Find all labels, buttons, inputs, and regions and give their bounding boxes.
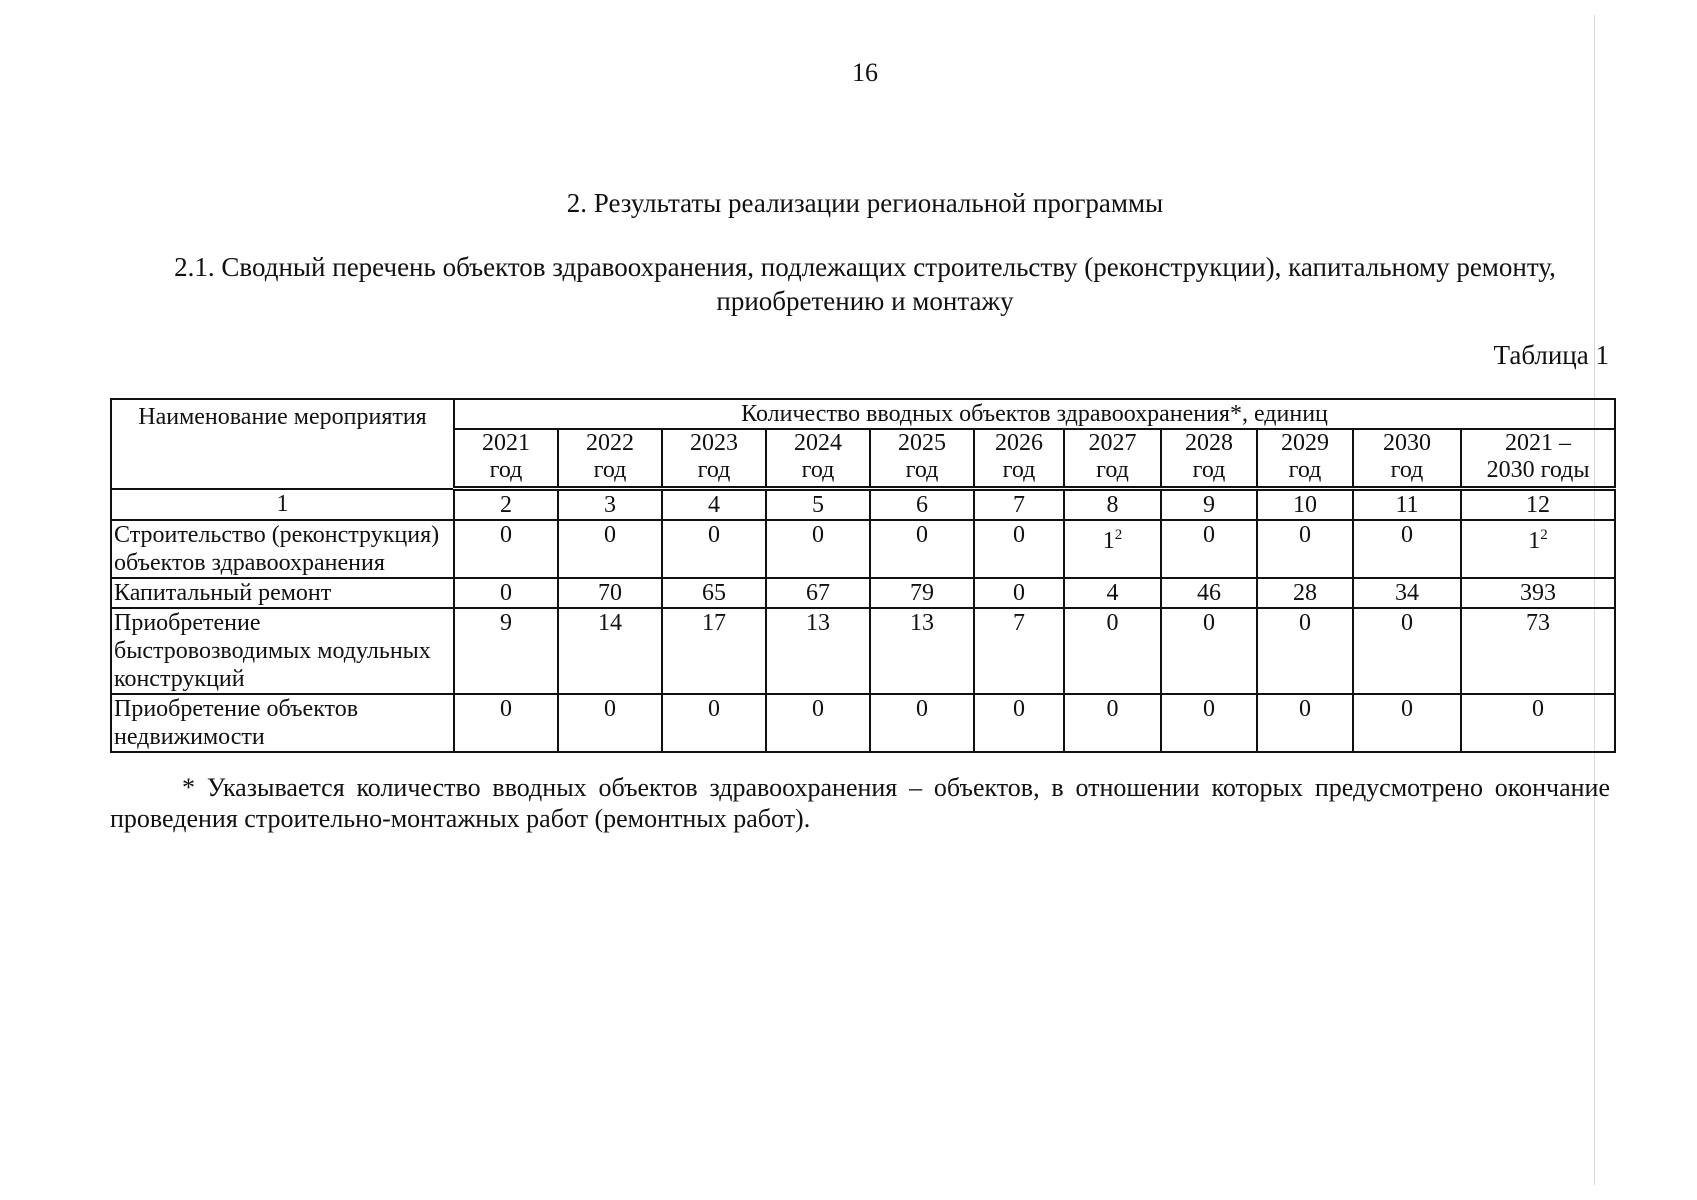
value-text: 28: [1293, 580, 1317, 606]
value-cell: [766, 520, 870, 578]
value-cell: [1161, 694, 1257, 752]
value-text: 67: [806, 580, 830, 606]
value-text: 65: [702, 580, 726, 606]
value-cell: [1161, 608, 1257, 694]
value-text: 0: [708, 522, 720, 548]
row-name-cell: Приобретение быстровозводимых модульных конструкций: [111, 608, 454, 694]
row-name-cell: Строительство (реконструкция) объектов здравоохранения: [111, 520, 454, 578]
value-cell: [454, 520, 558, 578]
value-cell: [662, 694, 766, 752]
page-number: 16: [852, 58, 878, 87]
value-cell: [870, 578, 974, 608]
value-text: 0: [1401, 696, 1413, 722]
year-column-header: [1257, 429, 1353, 489]
value-text: 0: [916, 696, 928, 722]
value-cell: [1461, 520, 1615, 578]
row-name-cell: Капитальный ремонт: [111, 578, 454, 608]
value-cell: [766, 578, 870, 608]
value-cell: [454, 694, 558, 752]
value-text: 70: [598, 580, 622, 606]
year-header-line1: 2022: [586, 430, 634, 456]
value-cell: [1257, 694, 1353, 752]
value-superscript: 2: [1114, 527, 1123, 543]
value-cell: [454, 608, 558, 694]
table-row: [111, 608, 1615, 694]
value-text: 17: [702, 610, 726, 636]
column-number-cell: 1: [111, 489, 454, 521]
value-text: 34: [1395, 580, 1419, 606]
value-text: 0: [500, 522, 512, 548]
year-header-line2: год: [1192, 457, 1226, 483]
group-column-header: Количество вводных объектов здравоохранения*, единиц: [454, 399, 1615, 429]
value-text: 1: [1528, 528, 1541, 554]
value-text: 46: [1197, 580, 1221, 606]
year-column-header: [1161, 429, 1257, 489]
value-text: 14: [598, 610, 622, 636]
value-cell: [662, 578, 766, 608]
value-cell: [870, 694, 974, 752]
year-column-header: [766, 429, 870, 489]
value-cell: [1461, 578, 1615, 608]
value-cell: [1353, 578, 1461, 608]
section-title: 2. Результаты реализации региональной программы: [566, 188, 1164, 218]
value-superscript: 2: [1540, 527, 1548, 543]
year-header-line1: 2021 –: [1505, 430, 1572, 456]
value-text: 0: [604, 522, 616, 548]
value-text: 0: [1013, 522, 1025, 548]
subsection-title: 2.1. Сводный перечень объектов здравоохранения, подлежащих строительству (реконструкции), капитальному ремонту, приобретению и монтажу: [174, 252, 1556, 316]
value-cell: [558, 520, 662, 578]
year-header-line1: 2028: [1185, 430, 1233, 456]
value-cell: [662, 520, 766, 578]
footnote: * Указывается количество вводных объектов здравоохранения – объектов, в отношении которых предусмотрено окончание проведения строительно-монтажных работ (ремонтных работ).: [110, 773, 1610, 833]
value-cell: [1161, 520, 1257, 578]
value-text: 13: [910, 610, 934, 636]
value-text: 0: [916, 522, 928, 548]
year-column-header: [1353, 429, 1461, 489]
row-name-cell: Приобретение объектов недвижимости: [111, 694, 454, 752]
name-column-header: Наименование мероприятия: [111, 399, 454, 489]
value-text: 79: [910, 580, 934, 606]
value-text: 0: [812, 522, 824, 548]
year-header-line1: 2021: [482, 430, 530, 456]
value-text: 0: [1013, 580, 1025, 606]
year-header-line2: год: [1002, 457, 1036, 483]
data-table: [110, 398, 1616, 753]
data-table-container: [110, 398, 1610, 753]
value-text: 0: [708, 696, 720, 722]
year-column-header: [974, 429, 1064, 489]
value-text: 0: [1106, 696, 1119, 722]
value-cell: [558, 694, 662, 752]
year-header-line2: год: [1096, 457, 1129, 483]
column-number-cell: 12: [1461, 489, 1615, 521]
value-cell: [1257, 578, 1353, 608]
value-cell: [662, 608, 766, 694]
value-text: 0: [500, 696, 512, 722]
year-column-header: [1064, 429, 1161, 489]
year-header-line1: 2025: [898, 430, 946, 456]
value-text: 0: [1106, 610, 1119, 636]
value-text: 9: [500, 610, 512, 636]
value-text: 0: [1299, 610, 1311, 636]
value-text: 0: [1013, 696, 1025, 722]
year-header-line2: год: [697, 457, 731, 483]
value-cell: [558, 578, 662, 608]
value-cell: [766, 694, 870, 752]
table-label: Таблица 1: [1493, 340, 1609, 370]
value-cell: [870, 520, 974, 578]
column-number-cell: 8: [1064, 489, 1161, 521]
value-cell: [1064, 578, 1161, 608]
column-number-cell: 7: [974, 489, 1064, 521]
value-text: 4: [1106, 580, 1119, 606]
value-cell: [974, 608, 1064, 694]
value-text: 393: [1520, 580, 1557, 606]
year-header-line1: 2027: [1088, 430, 1137, 456]
column-number-cell: 10: [1257, 489, 1353, 521]
column-number-row: [111, 489, 1615, 521]
year-column-header: [662, 429, 766, 489]
value-text: 0: [1299, 522, 1311, 548]
table-row: [111, 578, 1615, 608]
year-header-line2: год: [489, 457, 523, 483]
year-header-line2: год: [1288, 457, 1322, 483]
year-header-line2: год: [1390, 457, 1424, 483]
value-text: 0: [1532, 696, 1545, 722]
value-cell: [1461, 694, 1615, 752]
value-cell: [1064, 520, 1161, 578]
column-number-cell: 2: [454, 489, 558, 521]
value-cell: [1064, 694, 1161, 752]
year-header-line1: 2024: [794, 430, 842, 456]
value-text: 0: [604, 696, 616, 722]
value-cell: [1064, 608, 1161, 694]
year-column-header: [870, 429, 974, 489]
value-cell: [1353, 694, 1461, 752]
value-cell: [558, 608, 662, 694]
value-text: 0: [1401, 610, 1413, 636]
value-cell: [454, 578, 558, 608]
value-text: 7: [1013, 610, 1025, 636]
value-cell: [870, 608, 974, 694]
year-header-line2: год: [905, 457, 939, 483]
column-number-cell: 6: [870, 489, 974, 521]
value-text: 0: [1203, 610, 1215, 636]
year-column-header: [558, 429, 662, 489]
year-header-line1: 2026: [995, 430, 1043, 456]
table-row: [111, 694, 1615, 752]
value-cell: [1461, 608, 1615, 694]
year-column-header: [1461, 429, 1615, 489]
column-number-cell: 11: [1353, 489, 1461, 521]
value-cell: [1353, 608, 1461, 694]
value-cell: [1161, 578, 1257, 608]
value-cell: [974, 578, 1064, 608]
value-cell: [1257, 608, 1353, 694]
year-header-line2: год: [801, 457, 835, 483]
year-column-header: [454, 429, 558, 489]
year-header-line2: 2030 годы: [1486, 457, 1590, 483]
value-text: 1: [1102, 528, 1115, 554]
value-text: 0: [1401, 522, 1413, 548]
year-header-line1: 2030: [1383, 430, 1431, 456]
value-text: 0: [1203, 696, 1215, 722]
value-cell: [1353, 520, 1461, 578]
value-cell: [1257, 520, 1353, 578]
value-cell: [974, 694, 1064, 752]
value-text: 0: [1203, 522, 1215, 548]
value-text: 0: [500, 580, 512, 606]
year-header-line1: 2029: [1281, 430, 1329, 456]
column-number-cell: 9: [1161, 489, 1257, 521]
value-text: 73: [1526, 610, 1551, 636]
column-number-cell: 3: [558, 489, 662, 521]
column-number-cell: 4: [662, 489, 766, 521]
value-text: 0: [1299, 696, 1311, 722]
value-cell: [766, 608, 870, 694]
table-row: [111, 520, 1615, 578]
year-header-line2: год: [593, 457, 627, 483]
year-header-line1: 2023: [690, 430, 738, 456]
value-cell: [974, 520, 1064, 578]
value-text: 0: [812, 696, 824, 722]
value-text: 13: [806, 610, 830, 636]
column-number-cell: 5: [766, 489, 870, 521]
